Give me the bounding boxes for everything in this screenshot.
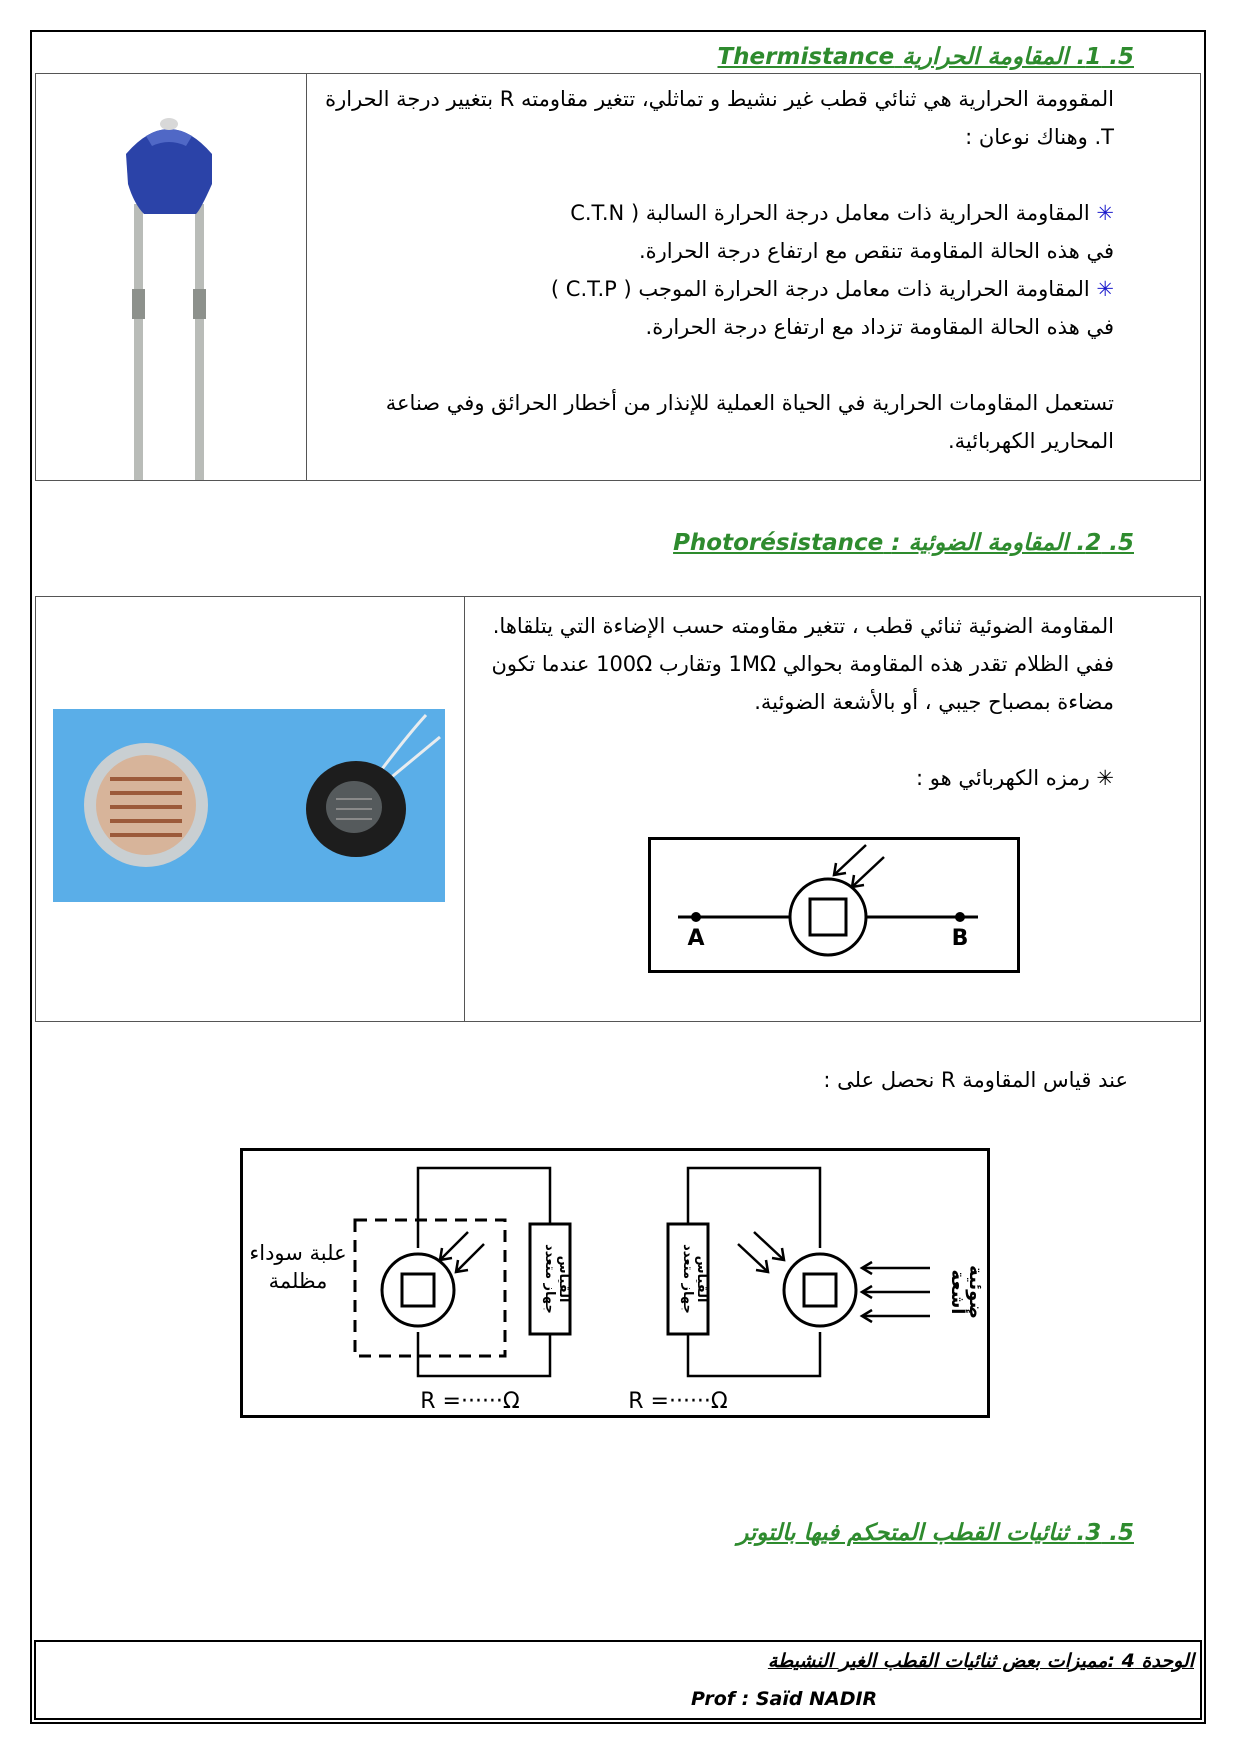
photoresistance-image bbox=[36, 597, 464, 1021]
section-title-thermistance: 5. 1. المقاومة الحرارية Thermistance bbox=[717, 44, 1134, 70]
footer-author: Prof : Saïd NADIR bbox=[691, 1688, 878, 1710]
thermistance-intro: المقوومة الحرارية هي ثنائي قطب غير نشيط و تماثلي، تتغير مقاومته R بتغيير درجة الحرارة T. وهناك نوعان : bbox=[325, 87, 1114, 149]
ldr-symbol-diagram bbox=[648, 837, 1020, 973]
light-label: أشعة bbox=[947, 1269, 968, 1315]
ctp-description: في هذه الحالة المقاومة تزداد مع ارتفاع درجة الحرارة. bbox=[645, 315, 1114, 339]
ctn-description: في هذه الحالة المقاومة تنقص مع ارتفاع درجة الحرارة. bbox=[638, 239, 1114, 263]
dark-box-label: علبة سوداء bbox=[249, 1241, 347, 1265]
ctp-line: ✳ المقاومة الحرارية ذات معامل درجة الحرارة الموجب ( C.T.P ) bbox=[550, 277, 1114, 301]
photoresistance-box bbox=[35, 596, 1201, 1022]
terminal-a-label: A bbox=[687, 926, 705, 951]
svg-text:ضوئية: ضوئية bbox=[965, 1265, 986, 1319]
thermistance-box bbox=[35, 73, 1201, 481]
ldr-symbol-frame bbox=[650, 839, 1019, 972]
photoresistance-intro: المقاومة الضوئية ثنائي قطب ، تتغير مقاومته حسب الإضاءة التي يتلقاها. ففي الظلام تقدر هذه المقاومة بحوالي 1MΩ وتقارب 100Ω عندما تكون مضاءة بمصباح جيبي ، أو بالأشعة الضوئية. bbox=[491, 614, 1114, 714]
photoresistance-text bbox=[464, 597, 1200, 797]
ctn-line: ✳ المقاومة الحرارية ذات معامل درجة الحرارة السالبة ( C.T.N bbox=[570, 201, 1114, 225]
thermistance-image bbox=[36, 74, 306, 480]
thermistance-image-cell bbox=[36, 74, 307, 480]
section-title-voltage-dipoles: 5. 3. ثنائيات القطب المتحكم فيها بالتوتر bbox=[737, 1520, 1134, 1546]
thermistance-text bbox=[306, 74, 1200, 460]
photoresistance-image-cell bbox=[36, 597, 465, 1021]
svg-text:جهاز متعدد: جهاز متعدد bbox=[542, 1244, 557, 1314]
terminal-b-label: B bbox=[951, 926, 969, 951]
symbol-label: ✳ رمزه الكهربائي هو : bbox=[916, 766, 1114, 790]
measurement-diagram bbox=[240, 1148, 990, 1418]
section-title-photoresistance: 5. 2. المقاومة الضوئية : Photorésistance bbox=[673, 530, 1134, 556]
reading-right: R =······Ω bbox=[628, 1389, 728, 1414]
thermistance-usage: تستعمل المقاومات الحرارية في الحياة العملية للإنذار من أخطار الحرائق وفي صناعة المحارير الكهربائية. bbox=[385, 391, 1114, 453]
svg-text:القياس: القياس bbox=[694, 1255, 709, 1303]
footer bbox=[34, 1640, 1202, 1720]
svg-text:القياس: القياس bbox=[556, 1255, 571, 1303]
terminal-b-dot bbox=[955, 912, 965, 922]
svg-text:مظلمة: مظلمة bbox=[268, 1269, 328, 1293]
measurement-text: عند قياس المقاومة R نحصل على : bbox=[823, 1068, 1128, 1092]
reading-left: R =······Ω bbox=[420, 1389, 520, 1414]
svg-text:جهاز متعدد: جهاز متعدد bbox=[680, 1244, 695, 1314]
terminal-a-dot bbox=[691, 912, 701, 922]
footer-unit-title: الوحدة 4 :مميزات بعض ثنائيات القطب الغير النشيطة bbox=[767, 1650, 1194, 1672]
